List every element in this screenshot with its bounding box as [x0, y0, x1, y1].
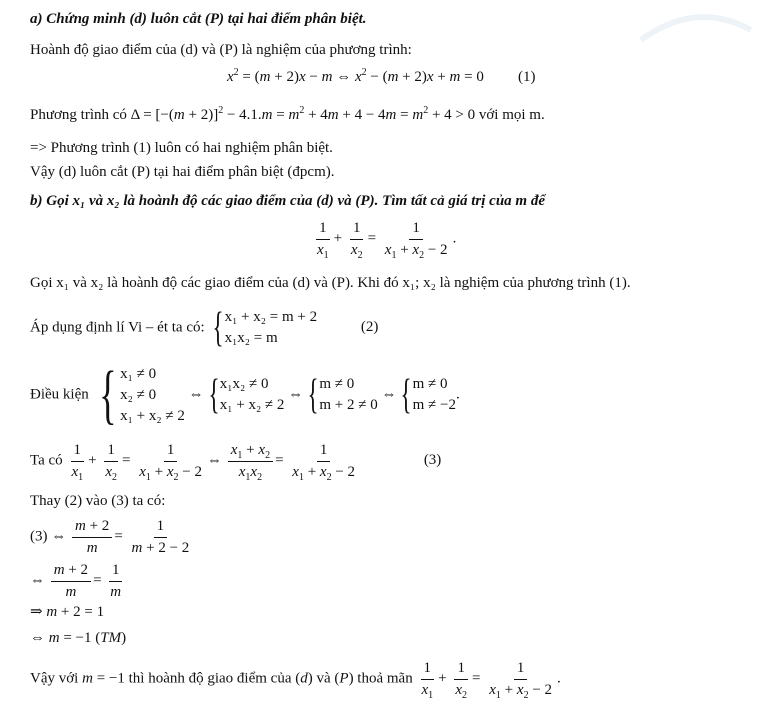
vieta-block: [30, 307, 378, 349]
part-a-line3: => Phương trình (1) luôn có hai nghiệm phân biệt.: [30, 140, 333, 156]
delta-prefix: Phương trình có: [30, 107, 127, 123]
thay-line: Thay (2) vào (3) ta có:: [30, 493, 166, 509]
condition-prefix: Điều kiện: [30, 386, 89, 403]
vieta-system: { x₁ + x₂ = m + 2 x₁x₂ = m: [212, 305, 318, 351]
part-b-heading: b) Gọi x₁ và x₂ là hoành độ các giao điểm của (d) và (P). Tìm tất cả giá trị của m để: [30, 193, 545, 209]
taco-line: Ta có $\frac{1}{x_1}$ + $\frac{1}{x_2}$ = $\frac{1}{x_1 + x_2 - 2}$ ⇔ $\frac{x_1 + x_2}{x_1x_2}$ = $\frac{1}{x_1 + x_2 - 2}$ (3): [30, 442, 442, 483]
delta-suffix: với mọi m.: [478, 107, 545, 123]
taco-prefix: Ta có: [30, 452, 63, 469]
part-b-line1: Gọi x₁ và x₂ là hoành độ các giao điểm của (d) và (P). Khi đó x₁; x₂ là nghiệm của phương trình (1).: [30, 275, 631, 291]
part-a-line4: Vậy (d) luôn cắt (P) tại hai điểm phân biệt (đpcm).: [30, 164, 335, 180]
cond-row: m ≠ 0: [412, 376, 448, 392]
part-a-line1: Hoành độ giao điểm của (d) và (P) là nghiệm của phương trình:: [30, 42, 412, 58]
step-3: ⇒ m + 2 = 1: [30, 604, 105, 620]
delta-line: Phương trình có $\Delta = [-(m + 2)]^2 - 4.1.m = m^2 + 4m + 4 - 4m = m^2 + 4 > 0$ với mọi m.: [30, 105, 545, 123]
cond-row: x₂ ≠ 0: [120, 386, 157, 403]
cond-row: x₁ + x₂ ≠ 2: [219, 397, 285, 413]
step-1: (3) ⇔ $\frac{m + 2}{m}$ = $\frac{1}{m + 2 - 2}$: [30, 518, 190, 556]
part-a-heading: a) Chứng minh (d) luôn cắt (P) tại hai điểm phân biệt.: [30, 11, 367, 27]
vieta-prefix: Áp dụng định lí Vi – ét ta có:: [30, 319, 205, 336]
condition-block: Điều kiện { x₁ ≠ 0 x₂ ≠ 0 x₁ + x₂ ≠ 2 ⇔ { x₁x₂ ≠ 0 x₁ + x₂ ≠ 2 ⇔ { m ≠ 0 m + 2 ≠ 0 ⇔ { m ≠ 0 m ≠ −2 .: [30, 358, 460, 431]
cond-row: x₁ ≠ 0: [120, 365, 157, 382]
vieta-label: (2): [360, 319, 379, 336]
equation-1-label: (1): [518, 69, 536, 85]
cond-row: m + 2 ≠ 0: [319, 397, 378, 413]
conclusion: Vậy với m = −1 thì hoành độ giao điểm của (d) và (P) thoả mãn $\frac{1}{x_1}$ + $\frac{1}{x_2}$ = $\frac{1}{x_1 + x_2 - 2}$ .: [30, 660, 561, 701]
watermark-logo: [636, 0, 756, 60]
cond-row: m ≠ −2: [412, 397, 456, 413]
vieta-row-product: x₁x₂ = m: [224, 330, 278, 346]
cond-row: m ≠ 0: [319, 376, 355, 392]
cond-row: x₁ + x₂ ≠ 2: [120, 407, 185, 424]
step-2: ⇔ $\frac{m + 2}{m}$ = $\frac{1}{m}$: [30, 562, 122, 600]
step-4: ⇔ m = −1 (TM): [30, 630, 127, 646]
equation-1: $x^2 = (m + 2)x - m$ ⇔ $x^2 - (m + 2)x + m = 0$: [227, 67, 484, 85]
cond-row: x₁x₂ ≠ 0: [219, 376, 269, 392]
vieta-row-sum: x₁ + x₂ = m + 2: [224, 309, 318, 325]
taco-label: (3): [423, 452, 442, 469]
condition-display: $\frac{1}{x_1}$ + $\frac{1}{x_2}$ = $\frac{1}{x_1 + x_2 - 2}$ .: [317, 220, 457, 261]
